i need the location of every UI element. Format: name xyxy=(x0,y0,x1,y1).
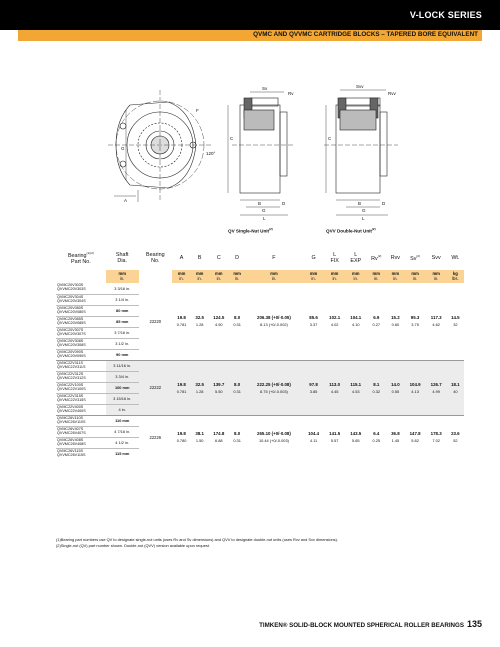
shaft-dia-cell: 4 7/16 in. xyxy=(106,426,139,437)
dimension-cell: 19.8 0.781 xyxy=(172,283,191,360)
dimension-cell: 19.8 0.781 xyxy=(172,360,191,415)
part-number-cell: QVMC20V304S QVVMC20V304S xyxy=(56,294,106,305)
header-cell: Rv$^{(2)}$ xyxy=(371,254,382,262)
table-body xyxy=(56,283,464,459)
shaft-dia-cell: 3 7/16 in. xyxy=(106,327,139,338)
side-view-double-drawing xyxy=(324,90,398,215)
dimension-cell: 8.0 0.31 xyxy=(229,415,245,459)
footnote-2: (2)Single-nut (QV) part number shown. Double-nut (QVV) version available upon request. xyxy=(56,543,210,549)
page-number: 135 xyxy=(466,619,482,629)
unit-cell: mm in. xyxy=(426,270,447,283)
label-a: A xyxy=(124,198,128,203)
shaft-dia-cell: 3 1/4 in. xyxy=(106,294,139,305)
label-rv: Rv xyxy=(288,91,294,96)
label-l-double: L xyxy=(362,216,365,221)
table-row xyxy=(56,360,464,371)
part-number-cell: QVMC26V110S QVVMC26V110S xyxy=(56,415,106,426)
unit-cell: kg lbs. xyxy=(447,270,464,283)
shaft-dia-cell: 3 11/16 in. xyxy=(106,360,139,371)
footnote-1: (1)Bearing part numbers use QV to designate single-nut units (uses Rv and Sv dimensions) and QVV to designate double-nut units (uses Rvv and Svv dimensions). xyxy=(56,537,339,542)
subtitle-band xyxy=(18,30,482,41)
footer-text: TIMKEN® SOLID-BLOCK MOUNTED SPHERICAL ROLLER BEARINGS xyxy=(259,622,464,629)
label-g-double: G xyxy=(362,208,366,213)
dimension-cell: 139.7 5.50 xyxy=(208,360,229,415)
caption-single-nut xyxy=(228,227,273,234)
unit-cell xyxy=(56,270,106,283)
side-view-single-drawing xyxy=(228,92,293,215)
unit-cell: mm in. xyxy=(405,270,426,283)
dimensions-table xyxy=(56,246,464,459)
technical-drawings xyxy=(18,50,482,240)
unit-cell: mm in. xyxy=(366,270,386,283)
unit-cell: mm in. xyxy=(172,270,191,283)
series-title: V-LOCK SERIES xyxy=(409,10,482,20)
dimension-cell: 102.1 4.02 xyxy=(324,283,345,360)
dimension-cell: 104.9 4.13 xyxy=(405,360,426,415)
page-subtitle: QVMC AND QVVMC CARTRIDGE BLOCKS – TAPERED BORE EQUIVALENT xyxy=(253,31,478,38)
dimension-cell: 23.6 52 xyxy=(447,415,464,459)
bearing-number-cell: 22226 xyxy=(139,415,172,459)
shaft-dia-cell: 100 mm xyxy=(106,382,139,393)
dimension-cell: 8.0 0.31 xyxy=(229,360,245,415)
dimension-cell: 178.3 7.02 xyxy=(426,415,447,459)
header-cell: Shaft Dia. xyxy=(115,252,129,264)
page-footer xyxy=(259,619,482,629)
label-sv: Sv xyxy=(262,86,268,91)
header-cell: A xyxy=(179,255,184,261)
header-cell: G xyxy=(311,255,316,261)
caption-double-text: QVV Double-Nut Unit xyxy=(326,228,372,234)
dimension-cell: 32.5 1.28 xyxy=(191,283,208,360)
part-number-cell: QVMC20V307S QVVMC20V307S xyxy=(56,327,106,338)
unit-cell: mm in. xyxy=(245,270,303,283)
header-cell: Sv$^{(2)}$ xyxy=(410,254,421,262)
drawing-svg xyxy=(18,50,482,240)
dimension-cell: 113.0 4.45 xyxy=(324,360,345,415)
part-number-cell: QVMC20V308S QVVMC20V308S xyxy=(56,338,106,349)
shaft-dia-cell: 115 mm xyxy=(106,448,139,459)
part-number-cell: QVMC26V115S QVVMC26V115S xyxy=(56,448,106,459)
dimension-cell: 19.8 0.780 xyxy=(172,415,191,459)
shaft-dia-cell: 90 mm xyxy=(106,349,139,360)
dimension-cell: 14.0 0.55 xyxy=(386,360,404,415)
part-number-cell: QVMC20V080S QVVMC20V080S xyxy=(56,305,106,316)
dimension-cell: 115.1 4.53 xyxy=(345,360,366,415)
unit-cell: mm in. xyxy=(106,270,139,283)
header-cell: C xyxy=(216,255,221,261)
label-rvv: Rvv xyxy=(388,91,396,96)
unit-cell: mm in. xyxy=(229,270,245,283)
header-cell: Bearing No. xyxy=(146,252,165,264)
header-cell: L EXP xyxy=(350,252,362,264)
header-cell: L FIX xyxy=(330,252,339,264)
table-row xyxy=(56,283,464,294)
unit-cell xyxy=(139,270,172,283)
part-number-cell: QVMC22V400S QVVMC22V400S xyxy=(56,404,106,415)
dimension-cell: 174.8 6.88 xyxy=(208,415,229,459)
dimension-cell: 265.10 (+0/-0.08) 10.44 (+0/-0.003) xyxy=(245,415,303,459)
part-number-cell: QVMC22V100S QVVMC22V100S xyxy=(56,382,106,393)
shaft-dia-cell: 3 3/4 in. xyxy=(106,371,139,382)
shaft-dia-cell: 3 15/16 in. xyxy=(106,393,139,404)
table-header-row xyxy=(56,246,464,270)
part-number-cell: QVMC20V303S QVVMC20V303S xyxy=(56,283,106,294)
dimension-cell: 143.5 5.65 xyxy=(345,415,366,459)
unit-cell: mm in. xyxy=(345,270,366,283)
caption-single-text: QV Single-Nut Unit xyxy=(228,228,270,234)
label-l-single: L xyxy=(263,216,266,221)
part-number-cell: QVMC22V311S QVVMC22V311S xyxy=(56,360,106,371)
top-banner xyxy=(0,0,500,30)
dimension-cell: 141.5 5.57 xyxy=(324,415,345,459)
part-number-cell: QVMC26V407S QVVMC26V407S xyxy=(56,426,106,437)
shaft-dia-cell: 85 mm xyxy=(106,316,139,327)
dimension-cell: 8.1 0.32 xyxy=(366,360,386,415)
unit-cell: mm in. xyxy=(191,270,208,283)
dimension-cell: 32.5 1.28 xyxy=(191,360,208,415)
bearing-number-cell: 22222 xyxy=(139,360,172,415)
header-cell: F xyxy=(272,255,276,261)
part-number-cell: QVMC20V090S QVVMC20V090S xyxy=(56,349,106,360)
dimension-cell: 147.8 5.82 xyxy=(405,415,426,459)
dimension-cell: 85.6 3.37 xyxy=(303,283,324,360)
shaft-dia-cell: 110 mm xyxy=(106,415,139,426)
dimension-cell: 95.3 3.75 xyxy=(405,283,426,360)
label-angle: 120° xyxy=(206,151,216,156)
footnotes xyxy=(56,537,476,549)
dimension-cell: 104.4 4.11 xyxy=(303,415,324,459)
unit-cell: mm in. xyxy=(386,270,404,283)
dimension-cell: 6.9 0.27 xyxy=(366,283,386,360)
shaft-dia-cell: 3 3/16 in. xyxy=(106,283,139,294)
dimension-cell: 8.0 0.31 xyxy=(229,283,245,360)
label-g: G xyxy=(121,146,125,151)
label-f: F xyxy=(196,108,199,113)
label-b-double: B xyxy=(358,201,362,206)
caption-double-nut xyxy=(326,227,376,234)
dimension-cell: 124.5 4.90 xyxy=(208,283,229,360)
dimension-cell: 36.8 1.45 xyxy=(386,415,404,459)
bearing-number-cell: 22220 xyxy=(139,283,172,360)
header-cell: Rvv xyxy=(390,255,401,261)
label-c-double: C xyxy=(328,136,332,141)
caption-single-sup: (2) xyxy=(269,227,273,231)
part-number-cell: QVMC22V312S QVVMC22V312S xyxy=(56,371,106,382)
shaft-dia-cell: 4 in. xyxy=(106,404,139,415)
dimension-cell: 14.5 32 xyxy=(447,283,464,360)
label-d-double: D xyxy=(382,201,386,206)
header-cell: D xyxy=(235,255,240,261)
caption-double-sup: (2) xyxy=(371,227,376,231)
shaft-dia-cell: 80 mm xyxy=(106,305,139,316)
table-row xyxy=(56,415,464,426)
table-units-row xyxy=(56,270,464,283)
dimension-cell: 206.38 (+0/-0.05) 8.13 (+0/-0.002) xyxy=(245,283,303,360)
label-b-single: B xyxy=(258,201,262,206)
shaft-dia-cell: 3 1/2 in. xyxy=(106,338,139,349)
label-svv: Svv xyxy=(356,84,364,89)
dimension-cell: 104.1 4.10 xyxy=(345,283,366,360)
shaft-dia-cell: 4 1/2 in. xyxy=(106,437,139,448)
dimension-cell: 117.3 4.62 xyxy=(426,283,447,360)
dimension-cell: 97.8 3.85 xyxy=(303,360,324,415)
dimension-cell: 6.4 0.25 xyxy=(366,415,386,459)
header-cell: Svv xyxy=(431,255,441,261)
unit-cell: mm in. xyxy=(303,270,324,283)
unit-cell: mm in. xyxy=(208,270,229,283)
label-c-single: C xyxy=(230,136,234,141)
dimension-cell: 18.1 40 xyxy=(447,360,464,415)
dimension-cell: 126.7 4.99 xyxy=(426,360,447,415)
dimension-cell: 15.2 0.60 xyxy=(386,283,404,360)
header-cell: B xyxy=(197,255,202,261)
dimension-cell: 222.25 (+0/-0.08) 8.75 (+0/-0.003) xyxy=(245,360,303,415)
header-cell: Wt. xyxy=(451,255,460,261)
header-cell: Bearing$^{(1)(2)}$ Part No. xyxy=(67,251,94,265)
part-number-cell: QVMC20V085S QVVMC20V085S xyxy=(56,316,106,327)
label-g-single: G xyxy=(262,208,266,213)
label-d-single: D xyxy=(282,201,286,206)
part-number-cell: QVMC22V315S QVVMC22V315S xyxy=(56,393,106,404)
dimension-cell: 38.1 1.50 xyxy=(191,415,208,459)
unit-cell: mm in. xyxy=(324,270,345,283)
part-number-cell: QVMC26V408S QVVMC26V408S xyxy=(56,437,106,448)
